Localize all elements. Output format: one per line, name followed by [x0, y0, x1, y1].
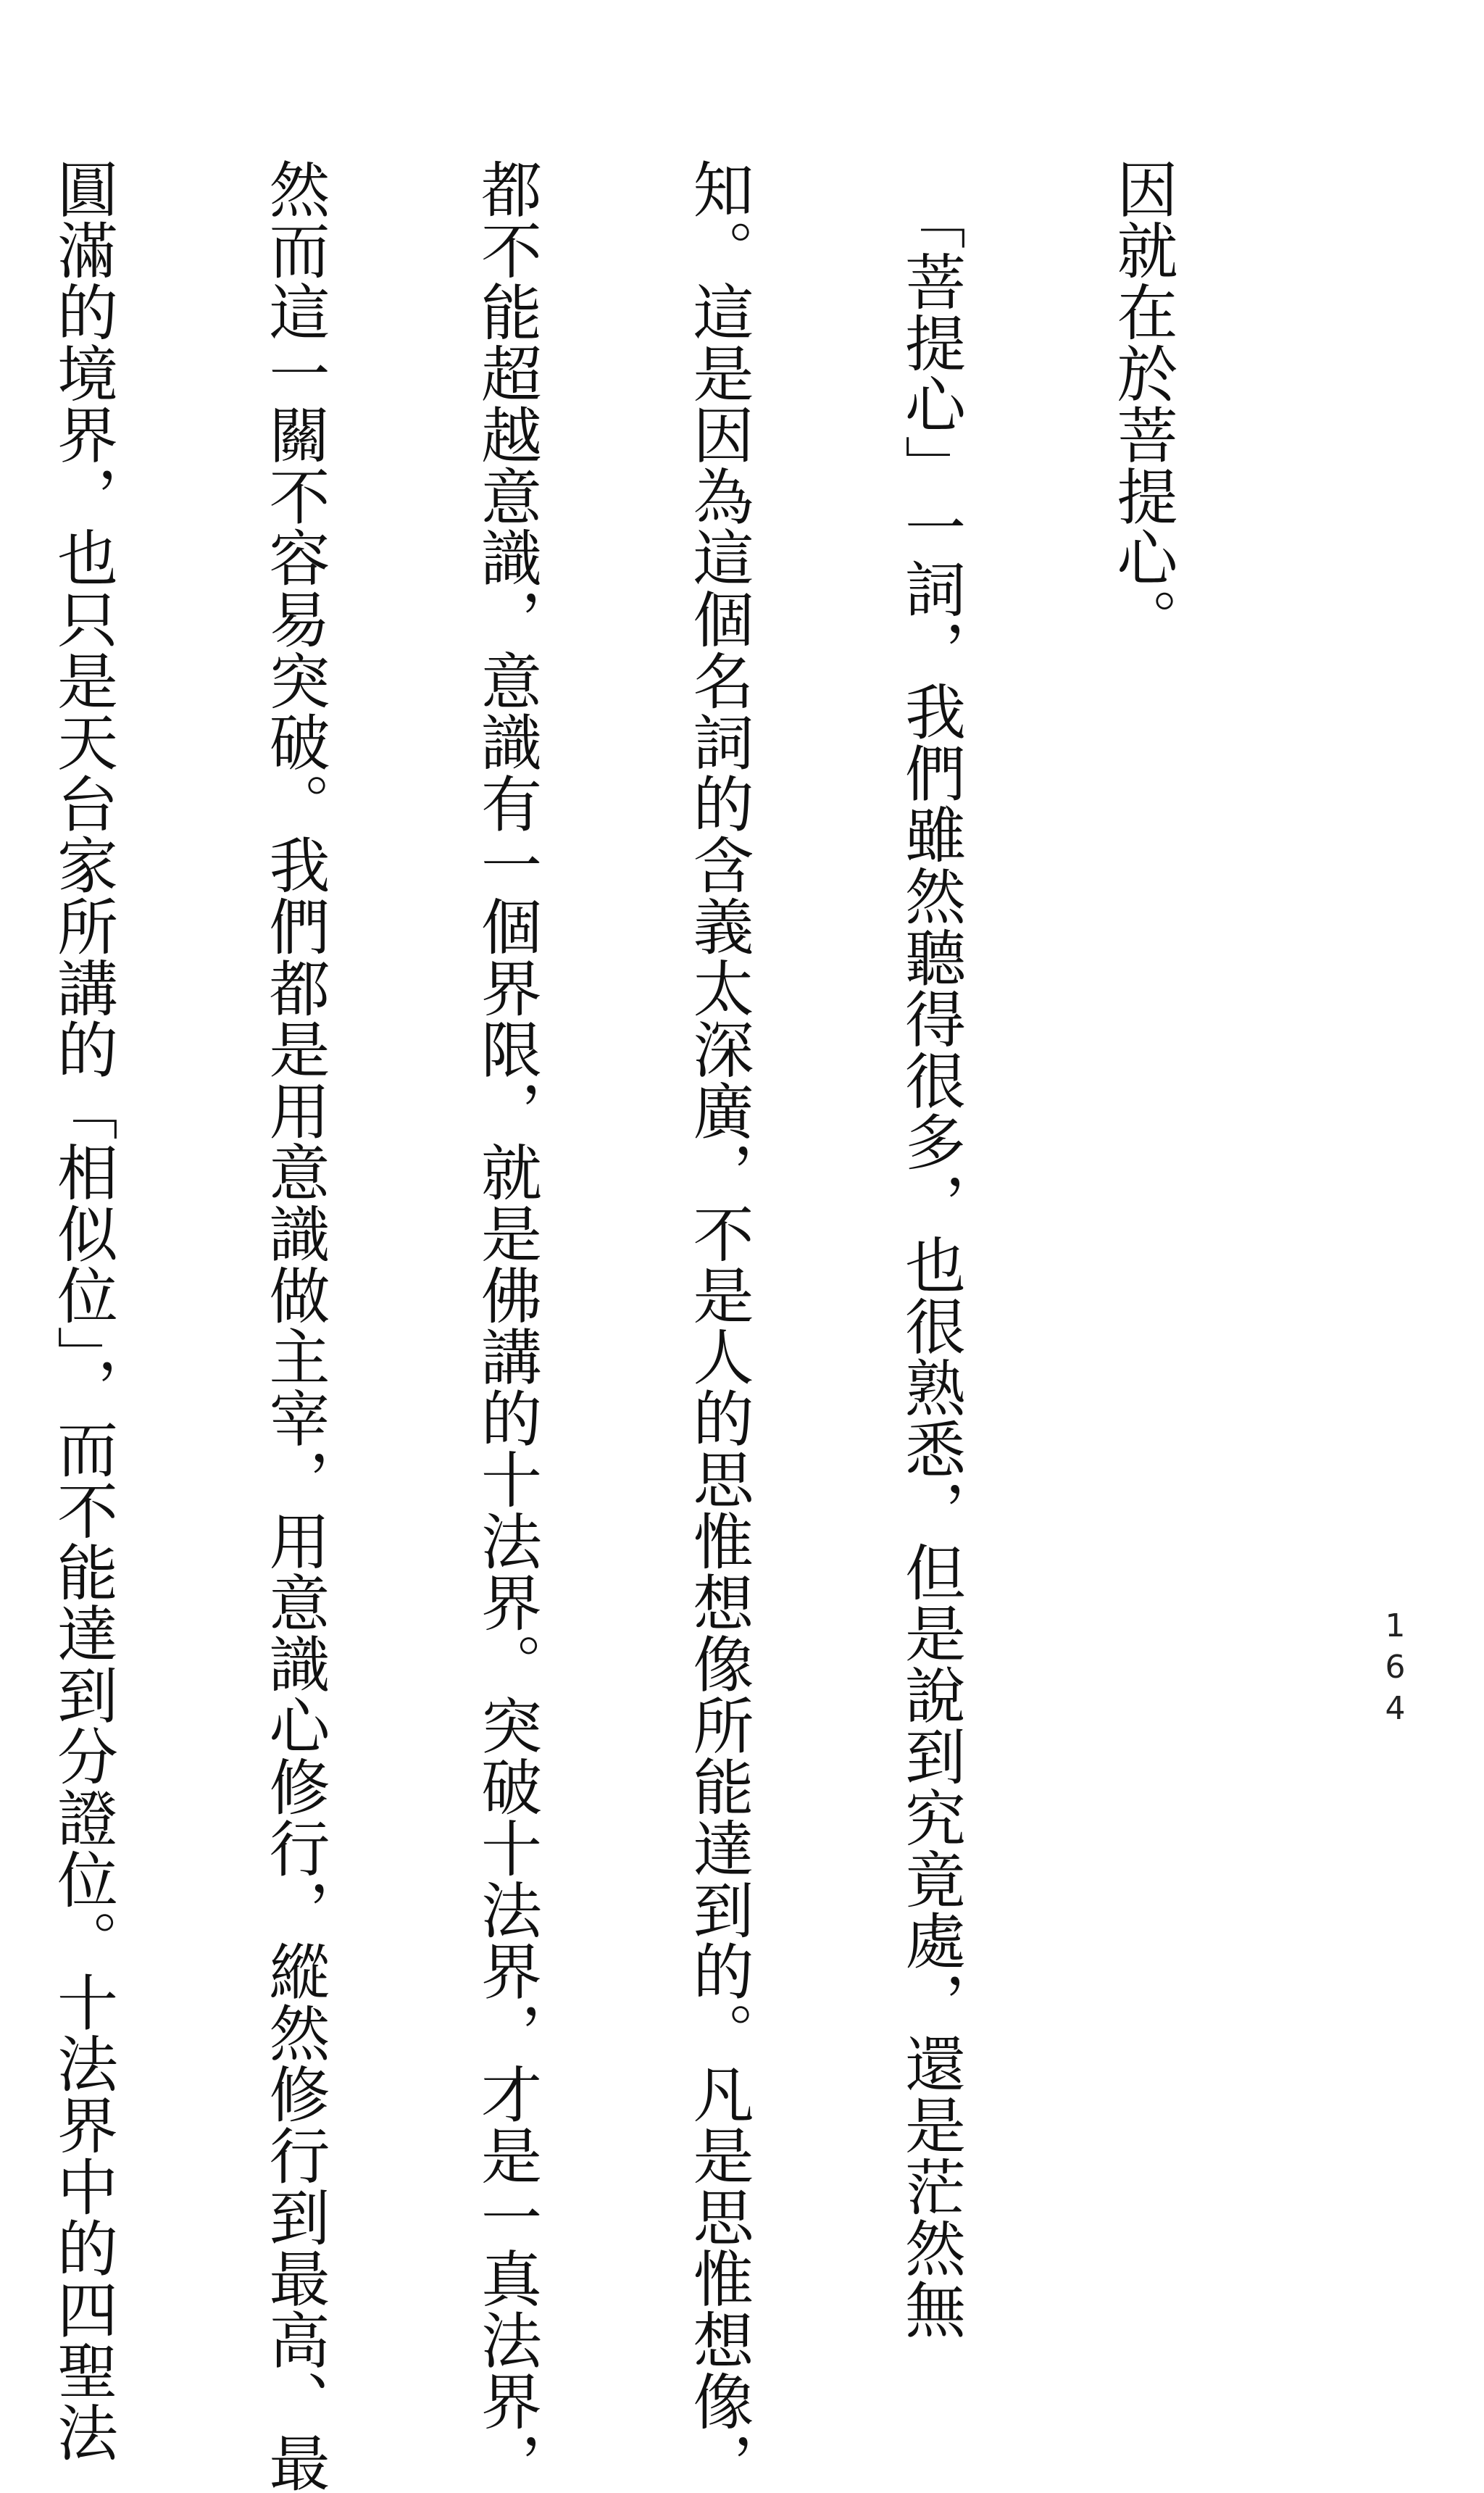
- text-column: 「菩提心」一詞，我們雖然聽得很多，也很熟悉，但是說到究竟處，還是茫然無: [895, 158, 967, 2340]
- text-column: 然而這一關不容易突破。我們都是用意識做主宰，用意識心修行，縱然修行到最高、最: [259, 158, 330, 2493]
- text-column: 圓滿的境界，也只是天台家所講的「相似位」，而不能達到分證位。十法界中的四聖法: [47, 158, 119, 2463]
- page-number: 164: [1377, 1607, 1414, 1731]
- text-column: 都不能超越意識，意識有一個界限，就是佛講的十法界。突破十法界，才是一真法界，: [471, 158, 543, 2493]
- text-column: 因就在於菩提心。: [1107, 158, 1178, 650]
- text-column: 知。這是因為這個名詞的含義太深廣，不是人的思惟想像所能達到的。凡是思惟想像，: [683, 158, 754, 2493]
- vertical-text-body: [0, 158, 1319, 2493]
